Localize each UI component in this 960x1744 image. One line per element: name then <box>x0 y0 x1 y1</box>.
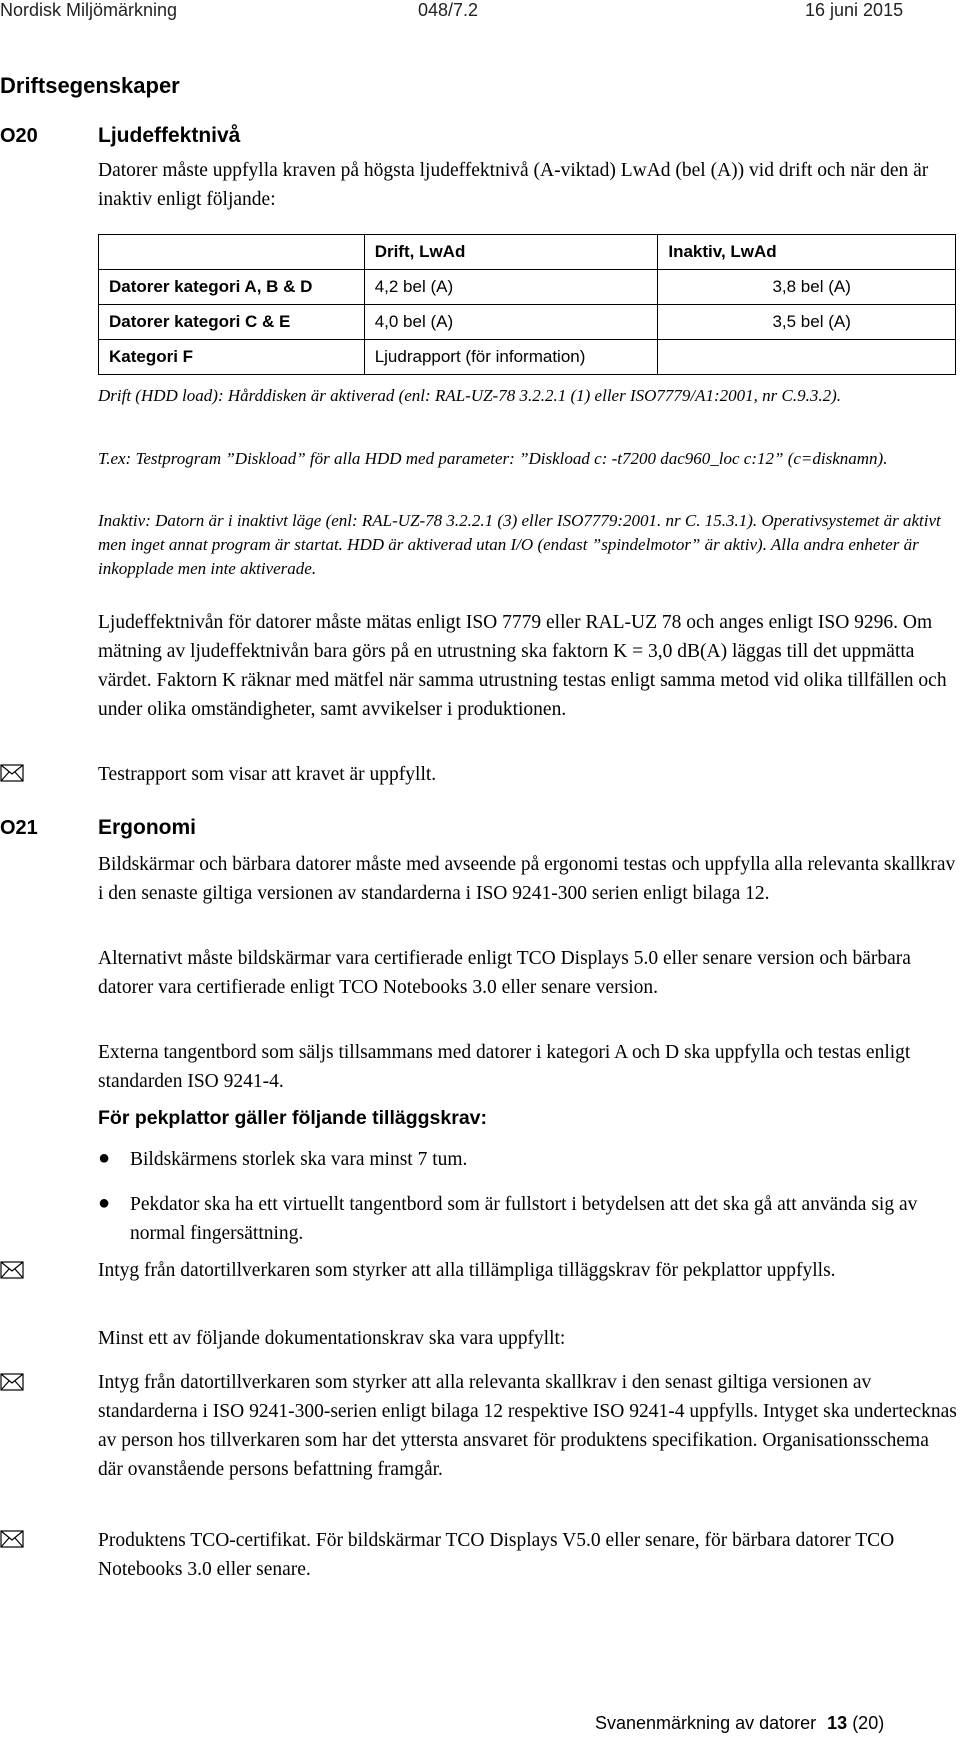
o20-body: Ljudeffektnivån för datorer måste mätas enligt ISO 7779 eller RAL-UZ 78 och anges enligt ISO 9296. Om mätning av ljudeffektnivån bara görs på en utrustning ska faktorn K = 3,0 dB(A) läggas till det uppmätta värdet. Faktorn K räknar med mätfel när samma utrustning testas enligt samma metod vid olika tillfällen och under olika omständigheter, samt avvikelser i produktionen. <box>98 612 947 720</box>
footer-label: Svanenmärkning av datorer <box>595 1713 817 1733</box>
table-cell: Kategori F <box>99 340 365 375</box>
tablet-subheading: För pekplattor gäller följande tilläggskrav: <box>98 1107 488 1129</box>
page-footer <box>595 1713 884 1734</box>
o21-paragraph-4: Minst ett av följande dokumentationskrav ska vara uppfyllt: <box>98 1328 566 1349</box>
table-row <box>99 340 956 375</box>
requirement-title-o20: Ljudeffektnivå <box>98 124 241 147</box>
table-header-cell: Inaktiv, LwAd <box>658 235 956 270</box>
o21-documentation-1: Intyg från datortillverkaren som styrker att alla tillämpliga tilläggskrav för pekplattor uppfylls. <box>98 1260 836 1281</box>
sound-level-table <box>98 234 956 375</box>
envelope-icon <box>0 1373 24 1391</box>
bullet-item: Bildskärmens storlek ska vara minst 7 tum. <box>130 1149 468 1170</box>
o21-paragraph-2: Alternativt måste bildskärmar vara certifierade enligt TCO Displays 5.0 eller senare version och bärbara datorer vara certifierade enligt TCO Notebooks 3.0 eller senare version. <box>98 948 911 998</box>
bullet-marker: ● <box>98 1147 111 1169</box>
o20-documentation: Testrapport som visar att kravet är uppfyllt. <box>98 764 437 785</box>
table-header-cell: Drift, LwAd <box>364 235 658 270</box>
footer-page-total: (20) <box>852 1713 885 1733</box>
envelope-icon <box>0 1530 24 1548</box>
table-row <box>99 270 956 305</box>
requirement-code-o21: O21 <box>0 817 38 839</box>
table-cell: Datorer kategori A, B & D <box>99 270 365 305</box>
o21-paragraph-3: Externa tangentbord som säljs tillsammans med datorer i kategori A och D ska uppfylla och testas enligt standarden ISO 9241-4. <box>98 1042 911 1092</box>
o21-documentation-3: Produktens TCO-certifikat. För bildskärmar TCO Displays V5.0 eller senare, för bärbara datorer TCO Notebooks 3.0 eller senare. <box>98 1530 895 1580</box>
note-example: T.ex: Testprogram ”Diskload” för alla HDD med parameter: ”Diskload c: -t7200 dac960_loc c:12” (c=disknamn). <box>98 449 888 468</box>
table-cell: 4,2 bel (A) <box>364 270 658 305</box>
o21-paragraph-1: Bildskärmar och bärbara datorer måste med avseende på ergonomi testas och uppfylla alla relevanta skallkrav i den senaste giltiga versionen av standarderna i ISO 9241-300 serien enligt bilaga 12. <box>98 854 956 904</box>
section-title: Driftsegenskaper <box>0 73 180 98</box>
header-left: Nordisk Miljömärkning <box>0 0 178 20</box>
table-row <box>99 305 956 340</box>
header-right: 16 juni 2015 <box>805 0 904 20</box>
table-cell: 3,5 bel (A) <box>658 305 956 340</box>
note-inactive: Inaktiv: Datorn är i inaktivt läge (enl: RAL-UZ-78 3.2.2.1 (3) eller ISO7779:2001. nr C. 15.3.1). Operativsystemet är aktivt men inget annat program är startat. HDD är aktiverad utan I/O (endast ”spindelmotor” är aktiv). Alla andra enheter är inkopplade men inte aktiverade. <box>98 511 941 578</box>
bullet-item: Pekdator ska ha ett virtuellt tangentbord som är fullstort i betydelsen att det ska gå att använda sig av normal fingersättning. <box>130 1194 918 1244</box>
envelope-icon <box>0 764 24 782</box>
requirement-code-o20: O20 <box>0 125 38 147</box>
bullet-marker: ● <box>98 1192 111 1214</box>
table-cell <box>658 340 956 375</box>
table-cell: 3,8 bel (A) <box>658 270 956 305</box>
table-cell: Ljudrapport (för information) <box>364 340 658 375</box>
envelope-icon <box>0 1261 24 1279</box>
footer-page-number: 13 <box>827 1713 848 1733</box>
header-center: 048/7.2 <box>418 0 479 20</box>
o20-intro: Datorer måste uppfylla kraven på högsta ljudeffektnivå (A-viktad) LwAd (bel (A)) vid drift och när den är inaktiv enligt följande: <box>98 160 929 210</box>
table-header-cell <box>99 235 365 270</box>
table-cell: Datorer kategori C & E <box>99 305 365 340</box>
o21-documentation-2: Intyg från datortillverkaren som styrker att alla relevanta skallkrav i den senast giltiga versionen av standarderna i ISO 9241-300-serien enligt bilaga 12 respektive ISO 9241-4 uppfylls. Intyget ska undertecknas av person hos tillverkaren som har det yttersta ansvaret för produktens specifikation. Organisationsschema där ovanstående persons befattning framgår. <box>98 1372 957 1480</box>
table-cell: 4,0 bel (A) <box>364 305 658 340</box>
note-drift: Drift (HDD load): Hårddisken är aktiverad (enl: RAL-UZ-78 3.2.2.1 (1) eller ISO7779/A1:2001, nr C.9.3.2). <box>98 386 842 405</box>
table-header-row <box>99 235 956 270</box>
requirement-title-o21: Ergonomi <box>98 816 196 839</box>
